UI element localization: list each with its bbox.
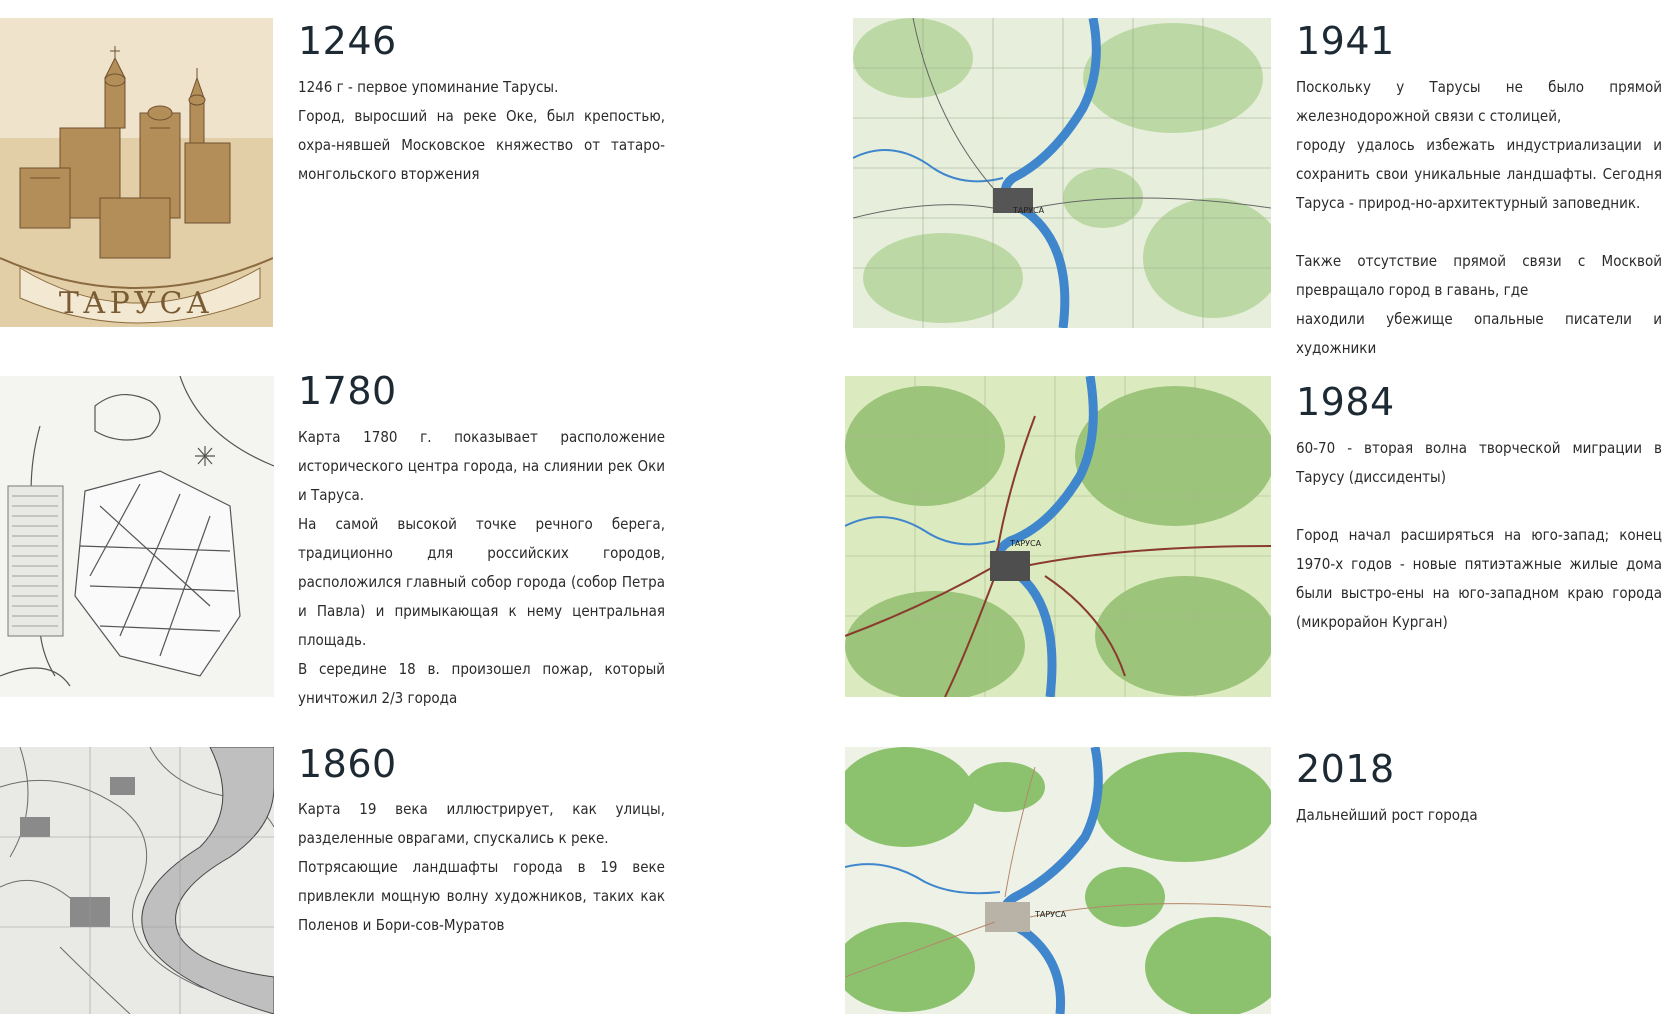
paragraph: Поскольку у Тарусы не было прямой железнодорожной связи с столицей, [1296,78,1662,125]
entry-description [1296,434,1662,637]
entry-year: 2018 [1296,747,1395,791]
svg-text:ТАРУСА: ТАРУСА [1013,206,1045,215]
paragraph: Карта 19 века иллюстрирует, как улицы, разделенные оврагами, спускались к реке. [298,800,665,847]
engraving-caption: ТАРУСА [58,286,214,321]
paragraph: На самой высокой точке речного берега, традиционно для российских городов, расположился главный собор города (собор Петра и Павла) и примыкающая к нему центральная площадь. [298,515,665,649]
entry-year: 1780 [298,369,397,413]
paragraph-spacer [1296,218,1662,247]
map-1780-image [0,376,274,697]
entry-description [298,795,665,940]
paragraph: Потрясающие ландшафты города в 19 веке привлекли мощную волну художников, таких как Поленов и Бори-сов-Муратов [298,858,665,934]
map-2018-image [845,747,1271,1014]
entry-description [1296,73,1662,363]
svg-text:ТАРУСА: ТАРУСА [1035,910,1067,919]
paragraph: В середине 18 в. произошел пожар, который уничтожил 2/3 города [298,660,665,707]
entry-description [298,73,665,189]
paragraph: Дальнейший рост города [1296,806,1478,824]
entry-description [298,423,665,713]
map-1941-image [853,18,1271,328]
paragraph: Город, выросший на реке Оке, был крепостью, охра-нявшей Московское княжество от татаро-монгольского вторжения [298,107,665,183]
paragraph: городу удалось избежать индустриализации и сохранить свои уникальные ландшафты. Сегодня Таруса - природ-но-архитектурный заповедник. [1296,136,1662,212]
paragraph: Город начал расширяться на юго-запад; конец 1970-х годов - новые пятиэтажные жилые дома были выстро-ены на юго-западном краю города (микрорайон Курган) [1296,526,1662,631]
paragraph: 1246 г - первое упоминание Тарусы. [298,78,559,96]
paragraph: 60-70 - вторая волна творческой миграции в Тарусу (диссиденты) [1296,439,1662,486]
entry-year: 1941 [1296,19,1395,63]
paragraph: Карта 1780 г. показывает расположение исторического центра города, на слиянии рек Оки и Таруса. [298,428,665,504]
tarusa-engraving-image [0,18,273,327]
paragraph: находили убежище опальные писатели и художники [1296,310,1662,357]
entry-description [1296,801,1662,830]
entry-year: 1246 [298,19,397,63]
paragraph: Также отсутствие прямой связи с Москвой превращало город в гавань, где [1296,252,1662,299]
map-1984-image [845,376,1271,697]
entry-year: 1984 [1296,380,1395,424]
svg-text:ТАРУСА: ТАРУСА [1010,539,1042,548]
map-1860-image [0,747,274,1014]
entry-year: 1860 [298,742,397,786]
paragraph-spacer [1296,492,1662,521]
